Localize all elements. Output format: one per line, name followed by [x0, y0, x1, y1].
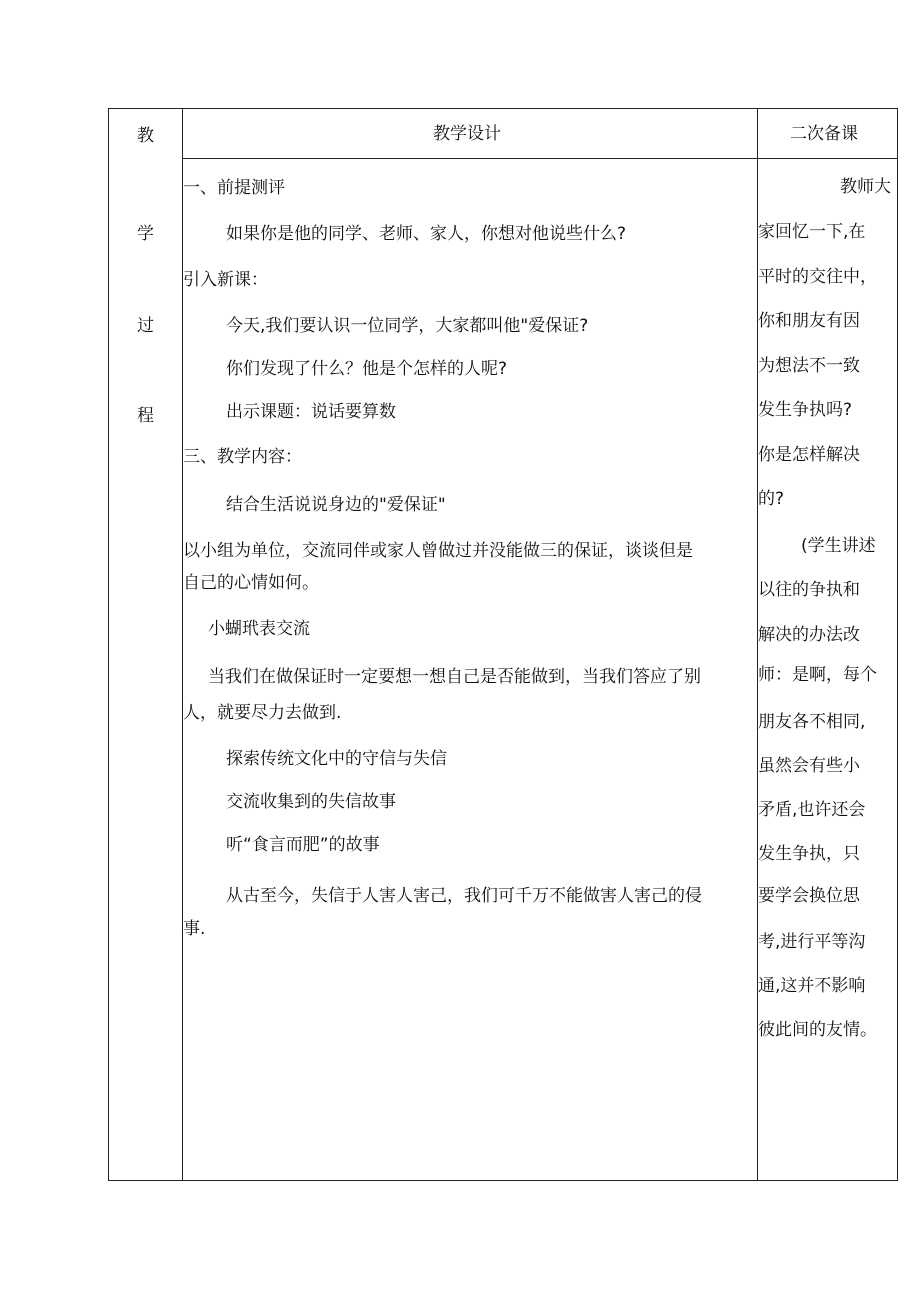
note-line: 虽然会有些小 [758, 756, 860, 776]
text-line: 交流收集到的失信故事 [226, 792, 396, 812]
text-line: 你们发现了什么？他是个怎样的人呢? [226, 359, 508, 379]
text-line: 结合生活说说身边的"爱保证" [226, 495, 446, 515]
note-line: 的? [758, 489, 785, 509]
side-label-char: 过 [137, 316, 154, 336]
note-line: 解决的办法改 [758, 625, 860, 645]
note-line: 彼此间的友情。 [758, 1020, 877, 1040]
text-line: 自己的心情如何。 [183, 573, 319, 593]
text-line: 以小组为单位，交流同伴或家人曾做过并没能做三的保证，谈谈但是 [183, 541, 693, 561]
header-second-prep: 二次备课 [790, 124, 858, 144]
text-line: 从古至今，失信于人害人害己，我们可千万不能做害人害己的侵 [226, 886, 702, 906]
text-line: 人，就要尽力去做到. [183, 703, 342, 723]
note-line: 发生争执吗? [758, 400, 853, 420]
note-line: 平时的交往中， [758, 267, 877, 287]
side-label-char: 程 [137, 406, 154, 426]
note-line: 要学会换位思 [758, 886, 860, 906]
note-line: 朋友各不相同, [758, 712, 866, 732]
text-line: 听“食言而肥”的故事 [226, 835, 380, 855]
text-line: 当我们在做保证时一定要想一想自己是否能做到，当我们答应了别 [208, 667, 701, 687]
section-heading: 引入新课： [183, 270, 268, 290]
note-line: 你和朋友有因 [758, 311, 860, 331]
header-teaching-design: 教学设计 [433, 124, 501, 144]
text-line: 今天,我们要认识一位同学，大家都叫他"爱保证? [226, 316, 589, 336]
section-heading: 三、教学内容： [183, 447, 302, 467]
lesson-table [108, 108, 898, 1181]
side-label-char: 教 [137, 126, 154, 146]
side-label-char: 学 [137, 224, 154, 244]
note-line: 考,进行平等沟 [758, 932, 866, 952]
note-line: 发生争执，只 [758, 844, 860, 864]
note-line: 你是怎样解决 [758, 445, 860, 465]
section-heading: 一、前提测评 [183, 178, 285, 198]
note-line: 矛盾,也许还会 [758, 800, 866, 820]
note-line: 以往的争执和 [758, 580, 860, 600]
note-line: 师：是啊，每个 [758, 665, 877, 685]
text-line: 探索传统文化中的守信与失信 [226, 749, 447, 769]
note-line: 通,这并不影响 [758, 976, 866, 996]
note-line: 教师大 [840, 177, 891, 197]
text-line: 如果你是他的同学、老师、家人，你想对他说些什么? [226, 224, 627, 244]
header-divider [182, 158, 897, 159]
text-line: 事. [183, 919, 206, 939]
text-line: 出示课题：说话要算数 [226, 402, 396, 422]
text-line: 小蝴玳表交流 [208, 619, 310, 639]
note-line: 家回忆一下,在 [758, 222, 866, 242]
note-line: 为想法不一致 [758, 356, 860, 376]
note-line: (学生讲述 [801, 536, 876, 556]
